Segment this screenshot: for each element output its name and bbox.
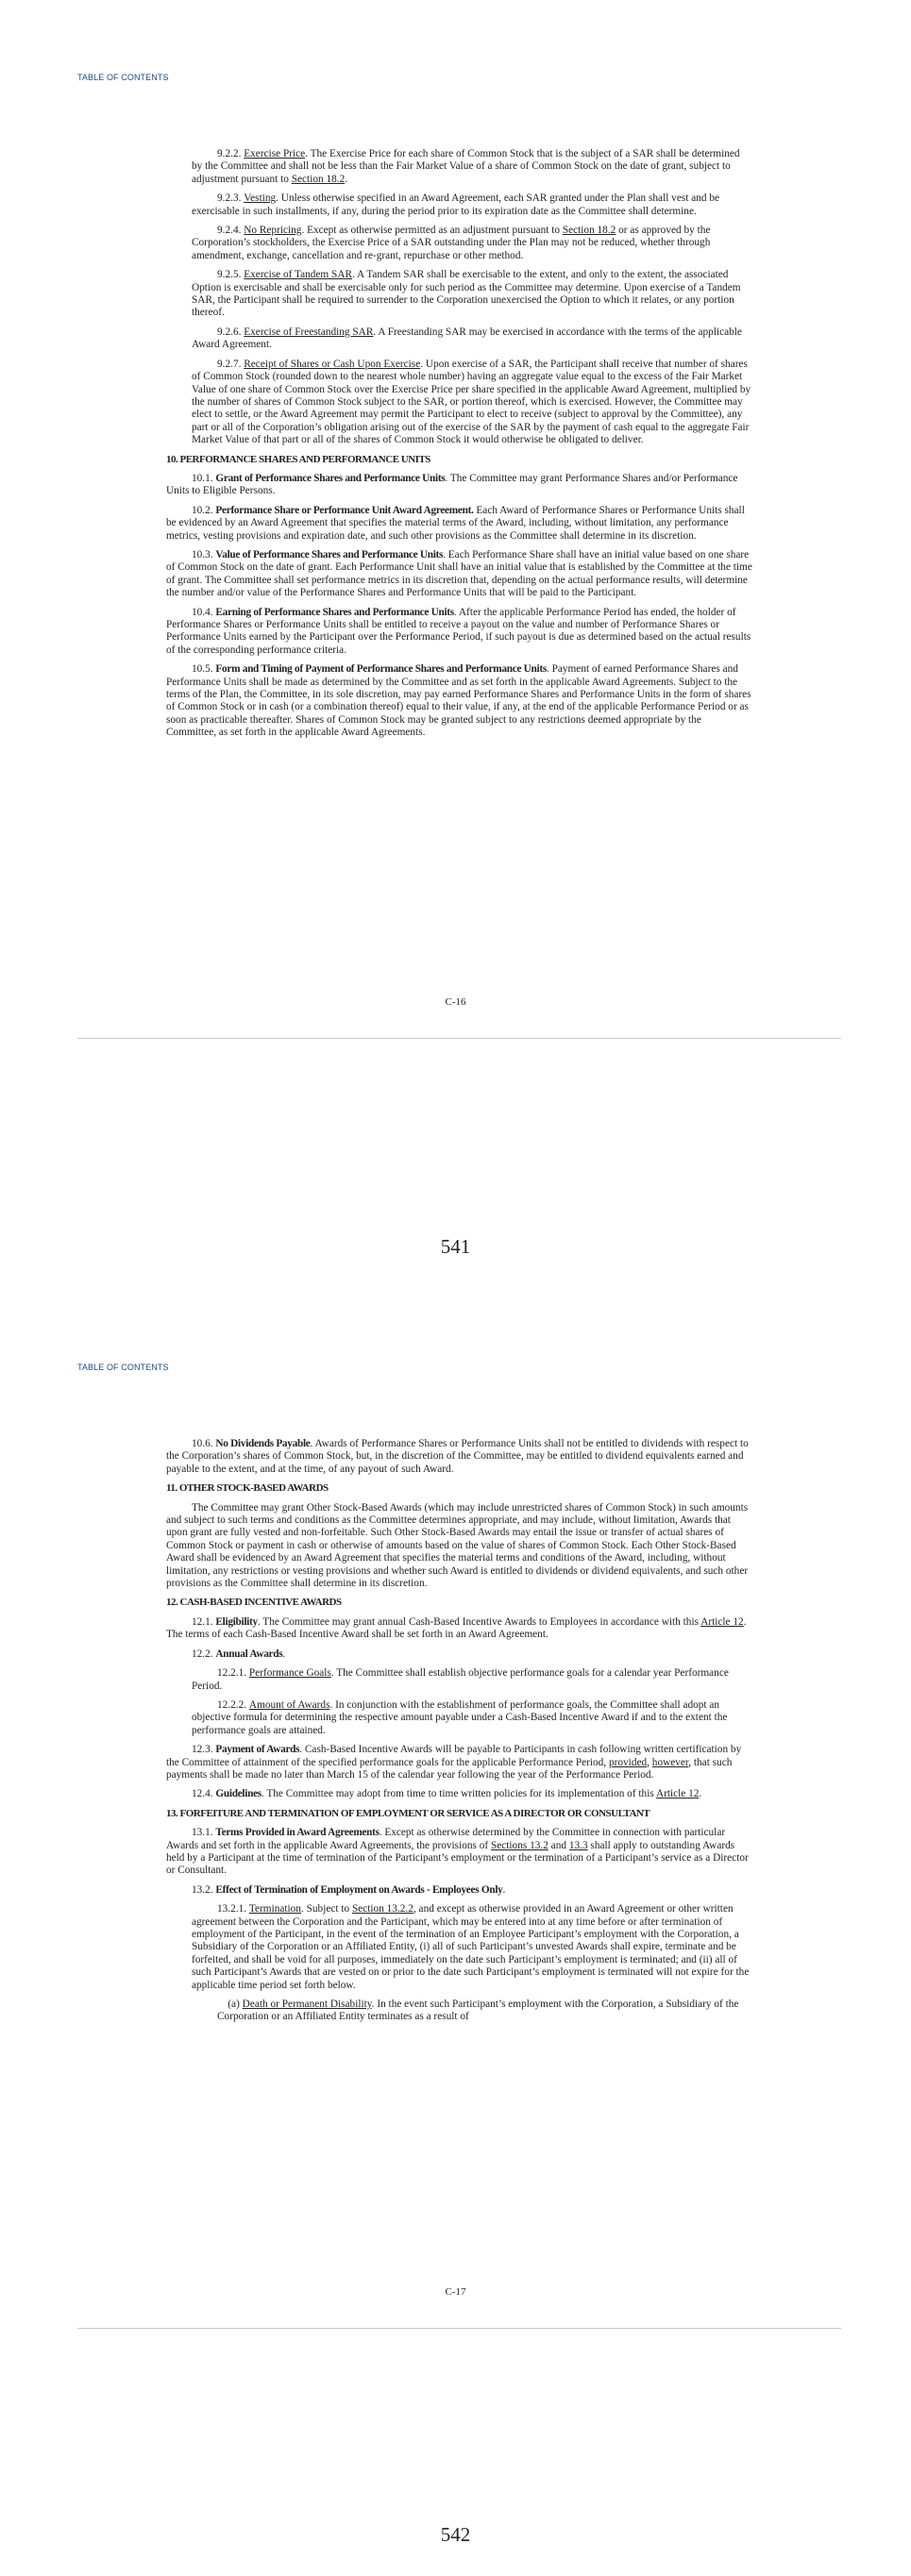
section-9-2-3: 9.2.3. Vesting. Unless otherwise specified in an Award Agreement, each SAR granted under the Plan shall vest and be exercisable in such installments, if any, during the period prior to its expiration date as the Committee shall determine. — [192, 192, 719, 217]
section-10-3: 10.3. Value of Performance Shares and Performance Units. Each Performance Share shall have an initial value based on one share of Common Stock on the date of grant. Each Performance Unit shall have an initial value that is established by the Committee at the time of grant. The Committee shall set performance metrics in its discretion that, depending on the actual performance results, will determine the number and/or value of the Performance Shares and Performance Units that will be paid to the Participant. — [166, 548, 752, 599]
section-9-2-2: 9.2.2. Exercise Price. The Exercise Price for each share of Common Stock that is the subject of a SAR shall be determined by the Committee and shall not be less than the Fair Market Value of a share of Common Stock on the date of grant, subject to adjustment pursuant to Section 18.2. — [192, 148, 740, 185]
section-12-2: 12.2. Annual Awards. — [192, 1648, 286, 1660]
page-divider — [77, 1038, 841, 1039]
section-11-body: The Committee may grant Other Stock-Based Awards (which may include unrestricted shares of Common Stock) in such amounts and subject to such terms and conditions as the Committee determines appropriate, and may include, without limitation, Awards that upon grant are fully vested and non-forfeitable. Such Other Stock-Based Awards may entail the issue or transfer of actual shares of Common Stock or payment in cash or otherwise of amounts based on the value of shares of Common Stock. Each Other Stock-Based Award shall be evidenced by an Award Agreement that specifies the material terms and conditions of the Award, including, without limitation, any restrictions or vesting provisions and whether such Award is entitled to dividends or dividend equivalents, and such other provisions as the Committee shall determine in its discretion. — [166, 1501, 749, 1590]
heading-section-11: 11. OTHER STOCK-BASED AWARDS — [166, 1482, 329, 1495]
table-of-contents-link[interactable]: TABLE OF CONTENTS — [77, 1363, 169, 1372]
page-footer: C-16 — [445, 996, 466, 1008]
section-13-2: 13.2. Effect of Termination of Employment on Awards - Employees Only. — [192, 1883, 506, 1896]
section-12-1: 12.1. Eligibility. The Committee may grant annual Cash-Based Incentive Awards to Employees in accordance with this Article 12. The terms of each Cash-Based Incentive Award shall be set forth in an Award Agreement. — [166, 1615, 747, 1641]
section-13-2-1: 13.2.1. Termination. Subject to Section 13.2.2, and except as otherwise provided in an Award Agreement or other written agreement between the Corporation and the Participant, which may be entered into at any time before or after termination of employment of the Participant, in the event of the termination of an Employee Participant’s employment with the Corporation, a Subsidiary of the Corporation or an Affiliated Entity, (i) all of such Participant’s unvested Awards shall expire, terminate and be forfeited, and shall be void for all purposes, immediately on the date such Participant’s employment is terminated; and (ii) all of such Participant’s Awards that are vested on or prior to the date such Participant’s employment is terminated will not expire for the applicable time period set forth below. — [192, 1903, 750, 1991]
article-12-link[interactable]: Article 12 — [655, 1788, 700, 1800]
section-10-2: 10.2. Performance Share or Performance Unit Award Agreement. Each Award of Performance Shares or Performance Units shall be evidenced by an Award Agreement that specifies the material terms of the Award, including, without limitation, any performance metrics, vesting provisions and expiration date, and such other provisions as the Committee shall determine in its discretion. — [166, 504, 745, 542]
section-13-1: 13.1. Terms Provided in Award Agreements. Except as otherwise determined by the Committee in connection with particular Awards and set forth in the applicable Award Agreements, the provisions of Sections 13.2 and 13.3 shall apply to outstanding Awards held by a Participant at the time of termination of the Participant’s employment or the termination of a Participant’s service as a Director or Consultant. — [166, 1827, 749, 1877]
section-9-2-7: 9.2.7. Receipt of Shares or Cash Upon Exercise. Upon exercise of a SAR, the Participant shall receive that number of shares of Common Stock (rounded down to the nearest whole number) having an aggregate value equal to the excess of the Fair Market Value of one share of Common Stock over the Exercise Price per share specified in the applicable Award Agreement, multiplied by the number of shares of Common Stock subject to the SAR, or portion thereof, which is exercised. However, the Committee may elect to settle, or the Award Agreement may permit the Participant to elect to receive (subject to approval by the Committee), any part or all of the Corporation’s obligation arising out of the exercise of the SAR by the payment of cash equal to the aggregate Fair Market Value of that part or all of the shares of Common Stock it would otherwise be obligated to deliver. — [192, 358, 751, 446]
page-footer: C-17 — [445, 2286, 466, 2298]
section-10-6: 10.6. No Dividends Payable. Awards of Performance Shares or Performance Units shall not be entitled to dividends with respect to the Corporation’s shares of Common Stock, but, in the discretion of the Committee, may be entitled to dividend equivalents earned and payable to the extent, and at the time, of any payout of such Award. — [166, 1438, 749, 1475]
heading-section-13: 13. FORFEITURE AND TERMINATION OF EMPLOYMENT OR SERVICE AS A DIRECTOR OR CONSULTANT — [166, 1807, 650, 1819]
section-10-5: 10.5. Form and Timing of Payment of Performance Shares and Performance Units. Payment of earned Performance Shares and Performance Units shall be made as determined by the Committee and as set forth in the applicable Award Agreements. Subject to the terms of the Plan, the Committee, in its sole discretion, may pay earned Performance Shares and Performance Units in the form of shares of Common Stock or in cash (or a combination thereof) equal to their value, if any, at the end of the applicable Performance Period or as soon as practicable thereafter. Shares of Common Stock may be granted subject to any restrictions deemed appropriate by the Committee, as set forth in the applicable Award Agreements. — [166, 663, 751, 739]
page-2-content — [166, 1438, 752, 2031]
section-9-2-4: 9.2.4. No Repricing. Except as otherwise permitted as an adjustment pursuant to Section 18.2 or as approved by the Corporation’s stockholders, the Exercise Price of a SAR outstanding under the Plan may not be reduced, whether through amendment, exchange, cancellation and re-grant, repurchase or other method. — [192, 225, 711, 261]
section-18-2-link[interactable]: Section 18.2 — [291, 173, 346, 185]
table-of-contents-link[interactable]: TABLE OF CONTENTS — [77, 73, 169, 82]
section-18-2-link[interactable]: Section 18.2 — [562, 225, 616, 237]
section-12-2-2: 12.2.2. Amount of Awards. In conjunction with the establishment of performance goals, the Committee shall adopt an objective formula for determining the respective amount payable under a Cash-Based Incentive Award if and to the extent the performance goals are attained. — [192, 1698, 728, 1736]
section-13-2-2-link[interactable]: Section 13.2.2 — [351, 1903, 413, 1915]
section-9-2-5: 9.2.5. Exercise of Tandem SAR. A Tandem SAR shall be exercisable to the extent, and only to the extent, the associated Option is exercisable and shall be exercisable only for such period as the Committee may determine. Upon exercise of a Tandem SAR, the Participant shall be required to surrender to the Corporation unexercised the Option to which it relates, or any portion thereof. — [192, 269, 741, 319]
section-12-4: 12.4. Guidelines. The Committee may adopt from time to time written policies for its implementation of this Article 12. — [192, 1788, 702, 1800]
section-12-3: 12.3. Payment of Awards. Cash-Based Incentive Awards will be payable to Participants in cash following written certification by the Committee of attainment of the specified performance goals for the applicable Performance Period, provided, however, that such payments shall be made no later than March 15 of the calendar year following the year of the Performance Period. — [166, 1744, 742, 1781]
heading-section-10: 10. PERFORMANCE SHARES AND PERFORMANCE UNITS — [166, 453, 430, 465]
section-13-3-link[interactable]: 13.3 — [568, 1839, 588, 1851]
page-1-content — [166, 148, 752, 746]
page-number: 542 — [440, 2523, 471, 2546]
article-12-link[interactable]: Article 12 — [700, 1615, 744, 1628]
section-9-2-6: 9.2.6. Exercise of Freestanding SAR. A Freestanding SAR may be exercised in accordance with the terms of the applicable Award Agreement. — [192, 326, 742, 351]
heading-section-12: 12. CASH-BASED INCENTIVE AWARDS — [166, 1597, 342, 1609]
section-10-1: 10.1. Grant of Performance Shares and Performance Units. The Committee may grant Performance Shares and/or Performance Units to Eligible Persons. — [166, 472, 738, 497]
page-number: 541 — [440, 1235, 471, 1258]
sections-13-2-link[interactable]: Sections 13.2 — [490, 1839, 548, 1851]
section-12-2-1: 12.2.1. Performance Goals. The Committee shall establish objective performance goals for a calendar year Performance Period. — [192, 1667, 729, 1692]
section-10-4: 10.4. Earning of Performance Shares and Performance Units. After the applicable Performance Period has ended, the holder of Performance Shares or Performance Units shall be entitled to receive a payout on the value and number of Performance Shares or Performance Units earned by the Participant over the Performance Period, if such payout is due as determined based on the actual results of the corresponding performance criteria. — [166, 606, 751, 656]
page-divider — [77, 2328, 841, 2329]
clause-a: (a) Death or Permanent Disability. In the event such Participant’s employment with the Corporation, a Subsidiary of the Corporation or an Affiliated Entity terminates as a result of — [217, 1999, 739, 2023]
